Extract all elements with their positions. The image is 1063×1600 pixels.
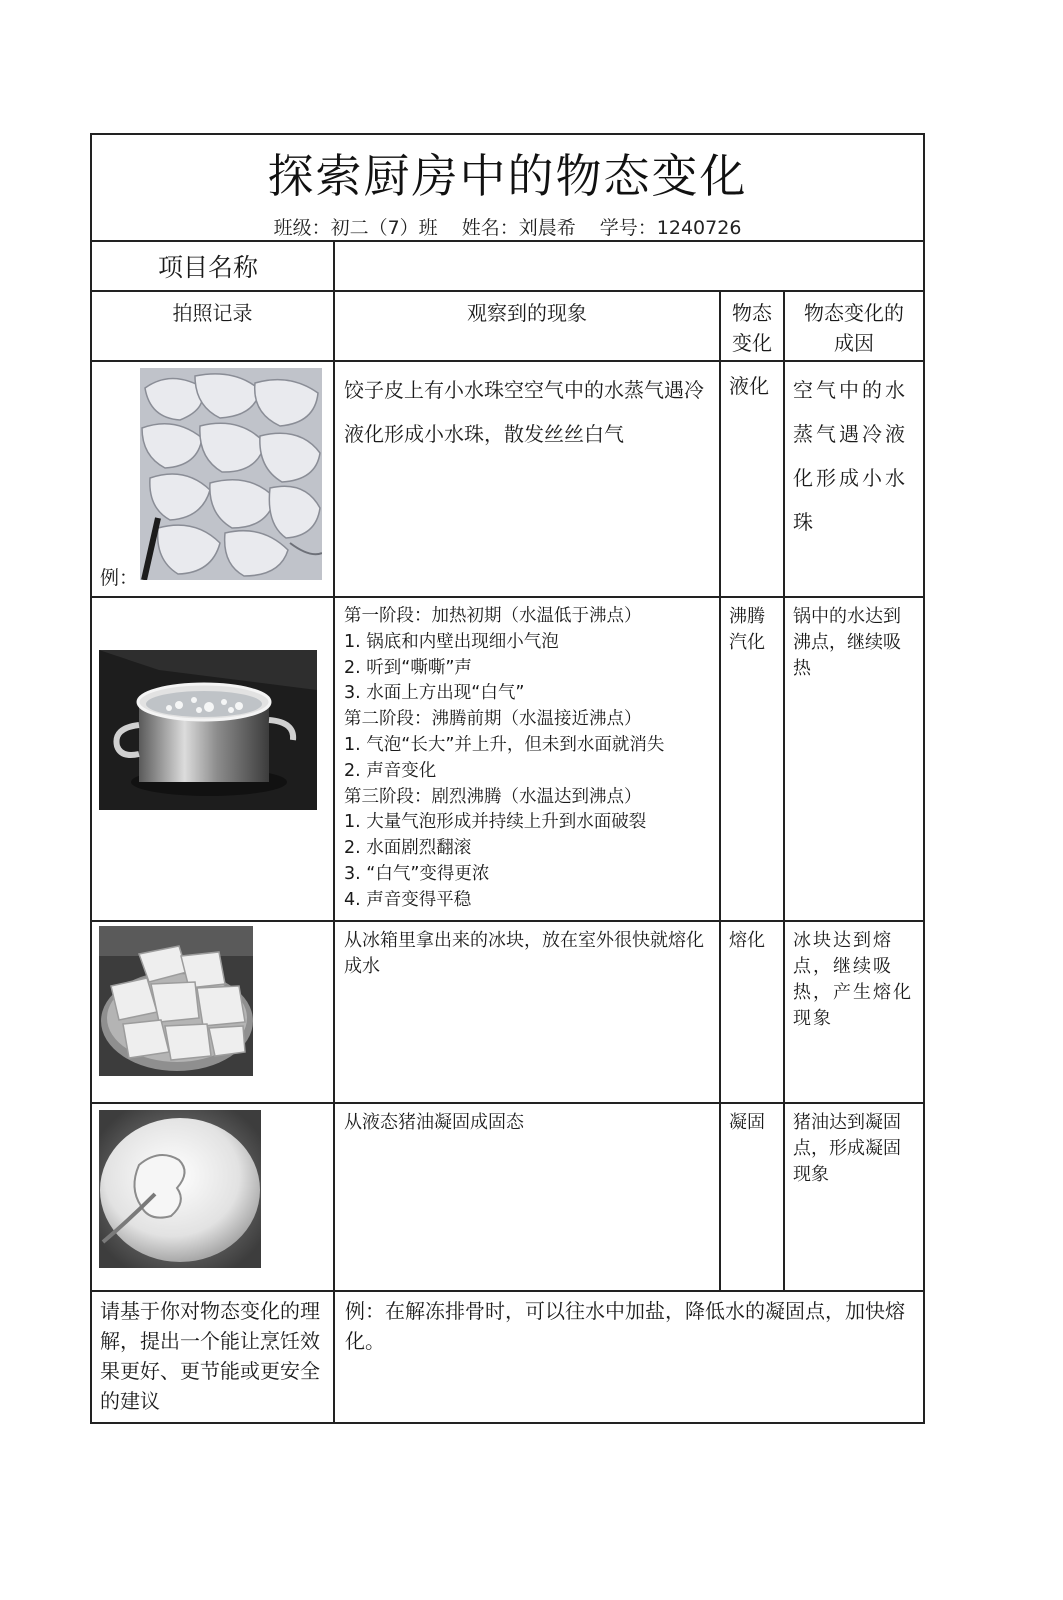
cause-cell: 锅中的水达到沸点，继续吸热 <box>784 597 924 921</box>
boiling-pot-photo <box>99 650 317 810</box>
project-name-field[interactable] <box>334 241 924 291</box>
col-head-change: 物态 变化 <box>720 291 784 361</box>
observation-line: 2. 水面剧烈翻滚 <box>344 838 472 859</box>
observation-line: 1. 大量气泡形成并持续上升到水面破裂 <box>344 812 647 833</box>
lard-bowl-photo <box>99 1110 261 1268</box>
worksheet-table <box>90 133 925 1424</box>
cause-cell: 猪油达到凝固点，形成凝固现象 <box>784 1103 924 1291</box>
project-name-label: 项目名称 <box>91 241 334 291</box>
table-row <box>91 1103 924 1291</box>
suggestion-answer[interactable]: 例：在解冻排骨时，可以往水中加盐，降低水的凝固点，加快熔化。 <box>334 1291 924 1423</box>
page-title: 探索厨房中的物态变化 <box>267 149 748 203</box>
table-row <box>91 361 924 597</box>
state-change-cell: 凝固 <box>720 1103 784 1291</box>
observation-line: 第三阶段：剧烈沸腾（水温达到沸点） <box>344 786 642 807</box>
state-change-cell: 液化 <box>720 361 784 597</box>
observation-cell: 饺子皮上有小水珠空空气中的水蒸气遇冷液化形成小水珠，散发丝丝白气 <box>334 361 720 597</box>
suggestion-row <box>91 1291 924 1423</box>
observation-line: 2. 听到“嘶嘶”声 <box>344 657 472 678</box>
observation-cell <box>334 597 720 921</box>
observation-line: 3. 水面上方出现“白气” <box>344 683 525 704</box>
observation-line: 1. 锅底和内壁出现细小气泡 <box>344 631 559 652</box>
table-row <box>91 921 924 1103</box>
student-id-info: 学号：1240726 <box>599 217 742 239</box>
photo-cell <box>91 1103 334 1291</box>
observation-cell: 从液态猪油凝固成固态 <box>334 1103 720 1291</box>
ice-cubes-photo <box>99 926 253 1076</box>
cause-cell: 空气中的水蒸气遇冷液化形成小水珠 <box>784 361 924 597</box>
dumplings-photo <box>140 368 322 580</box>
photo-cell <box>91 921 334 1103</box>
photo-cell <box>91 361 334 597</box>
observation-cell: 从冰箱里拿出来的冰块，放在室外很快就熔化成水 <box>334 921 720 1103</box>
observation-line: 2. 声音变化 <box>344 760 437 781</box>
col-head-observation: 观察到的现象 <box>334 291 720 361</box>
observation-line: 第一阶段：加热初期（水温低于沸点） <box>344 606 642 626</box>
observation-line: 第二阶段：沸腾前期（水温接近沸点） <box>344 709 642 730</box>
name-info: 姓名：刘晨希 <box>461 217 576 239</box>
worksheet <box>90 133 923 1413</box>
student-info <box>92 213 923 240</box>
example-label: 例： <box>100 567 139 589</box>
photo-cell <box>91 597 334 921</box>
suggestion-prompt: 请基于你对物态变化的理解，提出一个能让烹饪效果更好、更节能或更安全的建议 <box>91 1291 334 1423</box>
col-head-cause: 物态变化的 成因 <box>784 291 924 361</box>
state-change-cell: 熔化 <box>720 921 784 1103</box>
header-cell <box>91 134 924 241</box>
state-change-cell: 沸腾 汽化 <box>720 597 784 921</box>
table-row <box>91 597 924 921</box>
observation-line: 4. 声音变得平稳 <box>344 889 472 910</box>
observation-line: 1. 气泡“长大”并上升，但未到水面就消失 <box>344 734 665 755</box>
class-info: 班级：初二（7）班 <box>273 217 438 239</box>
col-head-photo: 拍照记录 <box>91 291 334 361</box>
cause-cell: 冰块达到熔点，继续吸热，产生熔化现象 <box>784 921 924 1103</box>
observation-line: 3. “白气”变得更浓 <box>344 863 490 884</box>
